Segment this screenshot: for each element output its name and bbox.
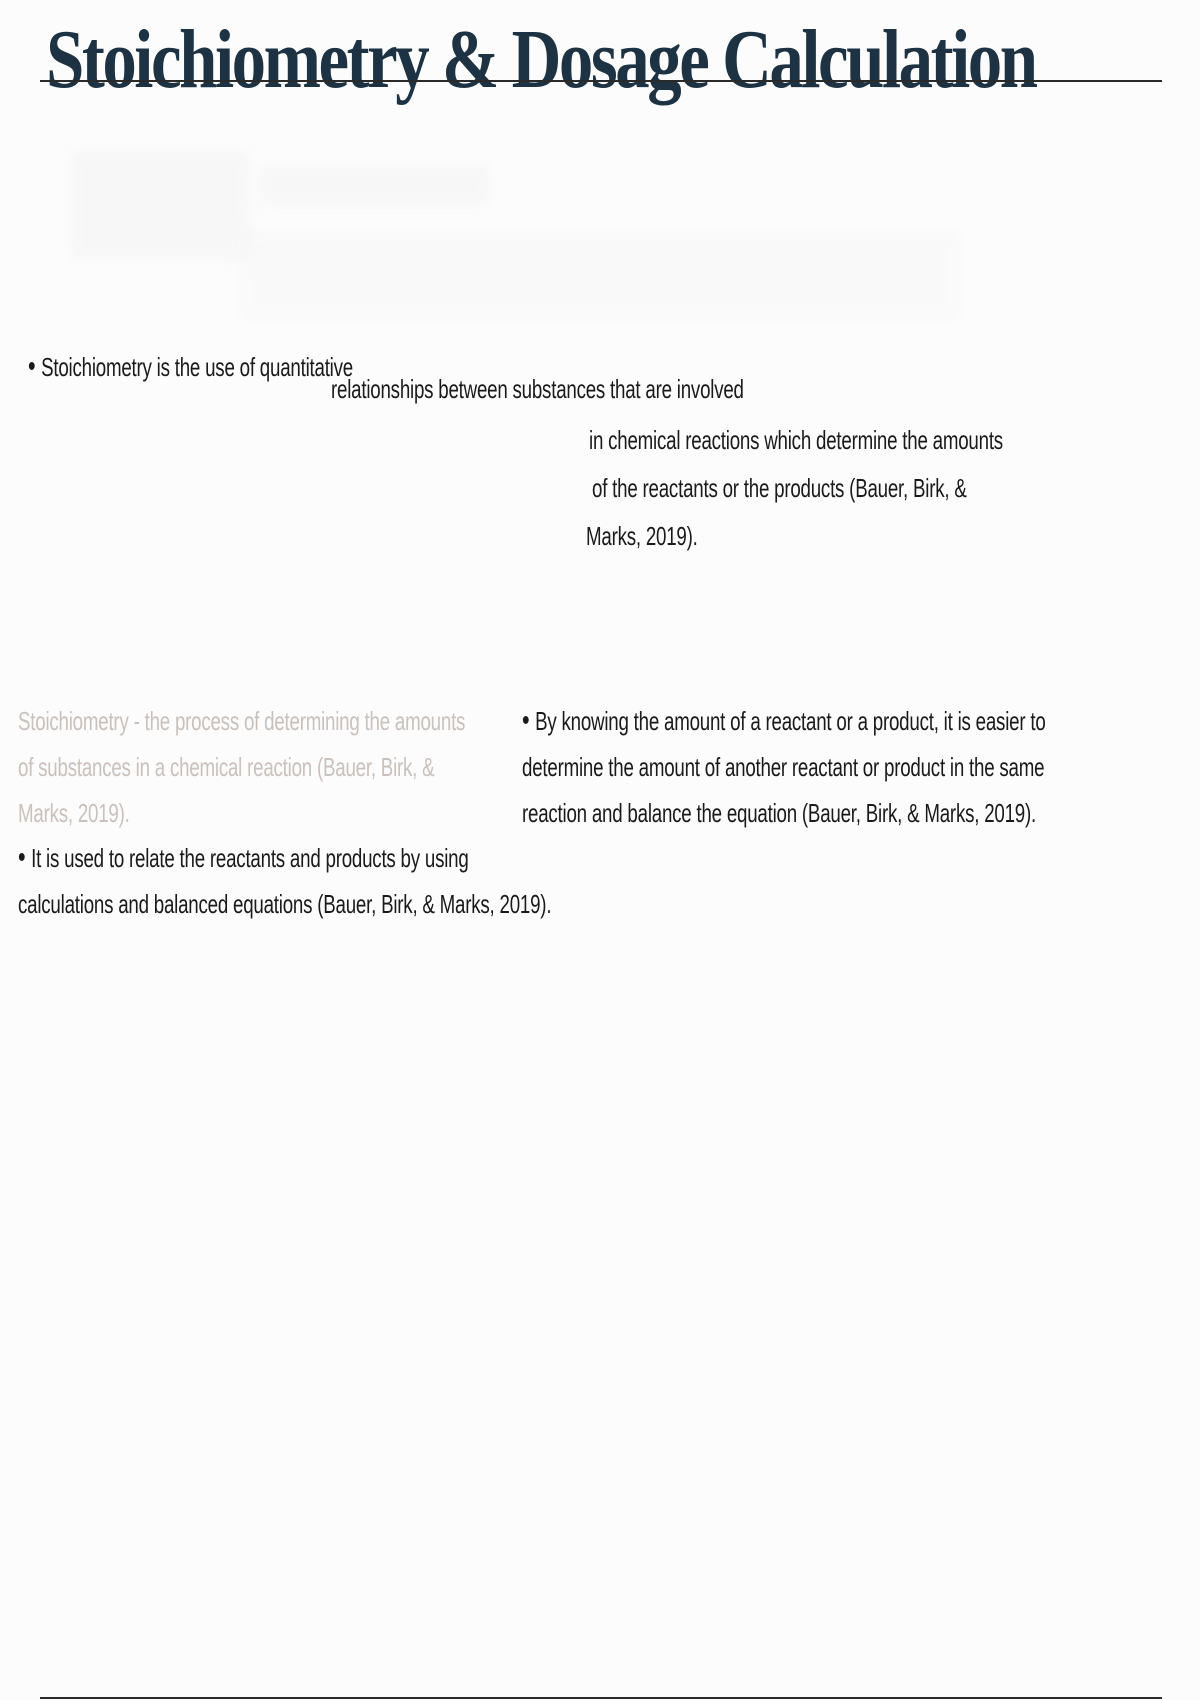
text-line: of the reactants or the products (Bauer, Birk, & — [592, 473, 967, 503]
faded-definition-line: of substances in a chemical reaction (Bauer, Birk, & — [18, 752, 435, 782]
text-line: Marks, 2019). — [586, 521, 698, 551]
faded-image-residue — [70, 150, 250, 260]
text-line: in chemical reactions which determine the amounts — [589, 425, 1003, 455]
text-line: calculations and balanced equations (Bauer, Birk, & Marks, 2019). — [18, 889, 552, 919]
bullet-stoichiometry-definition: • Stoichiometry is the use of quantitative — [28, 344, 353, 390]
bullet-relate-reactants: • It is used to relate the reactants and products by using — [18, 835, 469, 881]
faded-image-residue — [240, 230, 960, 320]
text-line: relationships between substances that are involved — [331, 374, 744, 404]
faded-definition-line: Marks, 2019). — [18, 798, 130, 828]
text-line: reaction and balance the equation (Bauer, Birk, & Marks, 2019). — [522, 798, 1036, 828]
page-title: Stoichiometry & Dosage Calculation — [46, 13, 1036, 106]
faded-definition-line: Stoichiometry - the process of determining the amounts — [18, 706, 466, 736]
text-line: determine the amount of another reactant or product in the same — [522, 752, 1045, 782]
faded-image-residue — [260, 165, 490, 205]
title-rule — [40, 80, 1162, 82]
bottom-rule — [40, 1697, 1162, 1699]
bullet-knowing-amount: • By knowing the amount of a reactant or a product, it is easier to — [522, 698, 1046, 744]
